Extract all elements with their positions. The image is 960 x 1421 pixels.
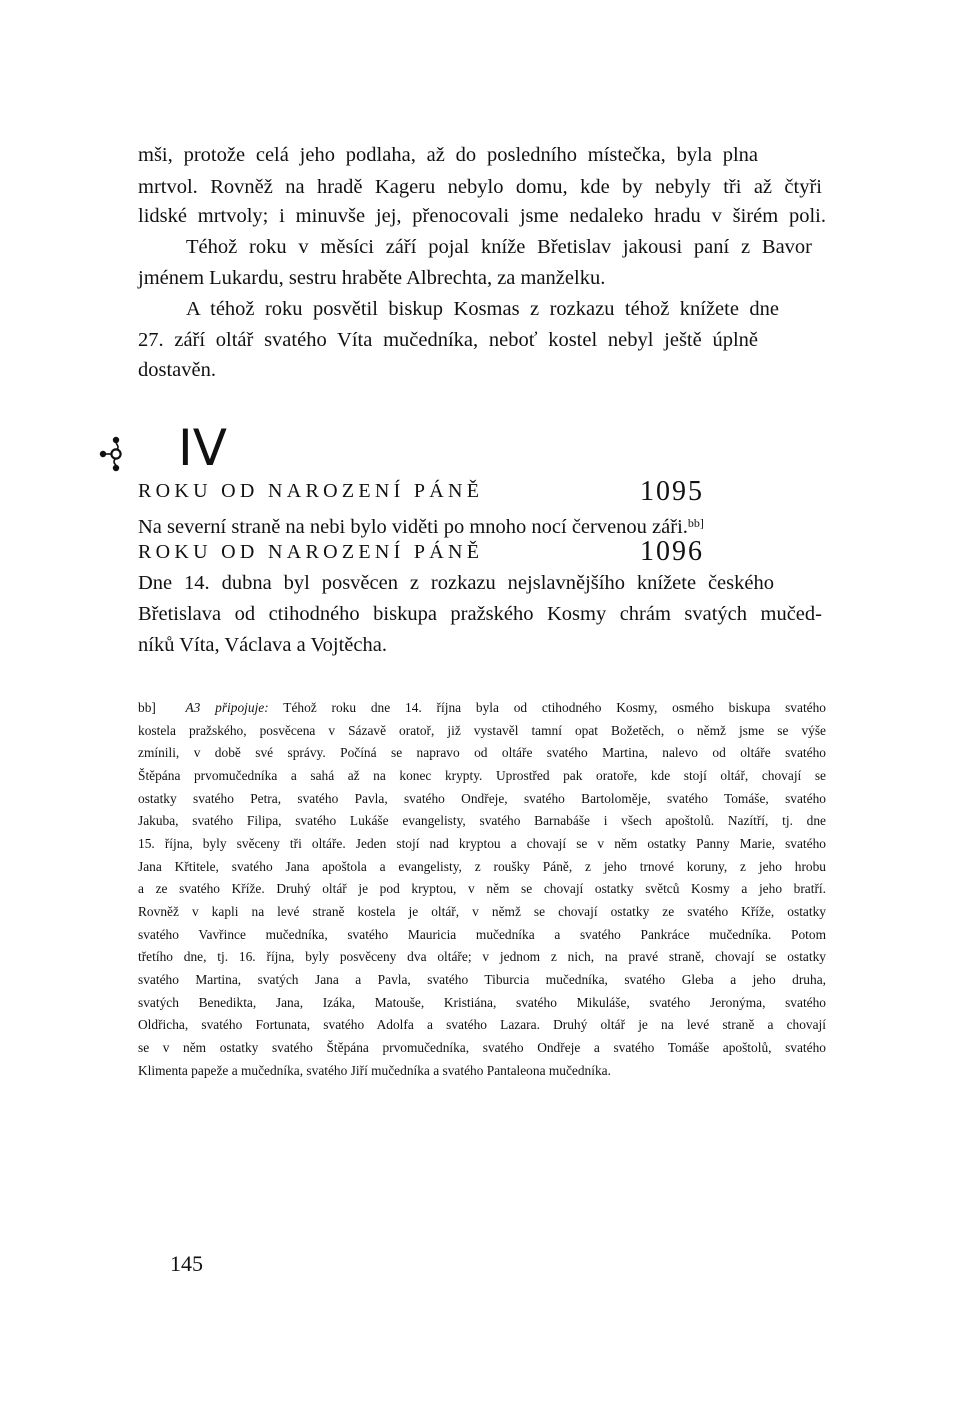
main-text-line: jménem Lukardu, sestru hraběte Albrechta, za manželku. — [138, 267, 606, 289]
main-text-line: A téhož roku posvětil biskup Kosmas z rozkazu téhož knížete dne — [186, 298, 779, 320]
footnote-line: zmínili, v době své správy. Počíná se napravo od oltáře svatého Martina, nalevo od oltáře svatého — [138, 745, 826, 760]
annal-entry-line: Dne 14. dubna byl posvěcen z rozkazu nejslavnějšího knížete českého — [138, 572, 774, 594]
main-text-line: mrtvol. Rovněž na hradě Kageru nebylo domu, kde by nebyly tři až čtyři — [138, 176, 822, 198]
year-number: 1096 — [640, 536, 704, 567]
fleuron-ornament-icon — [98, 434, 126, 474]
footnote-line: Štěpána prvomučedníka a sahá až na konec krypty. Uprostřed pak oratoře, kde stojí oltář, chovají se — [138, 768, 826, 783]
main-text-line: mši, protože celá jeho podlaha, až do posledního místečka, byla plna — [138, 144, 758, 166]
footnote-label: bb] — [138, 700, 156, 715]
footnote-line: svatého Martina, svatých Jana a Pavla, svatého Tiburcia mučedníka, svatého Gleba a jeho druha, — [138, 972, 826, 987]
footnote-line: ostatky svatého Petra, svatého Pavla, svatého Ondřeje, svatého Bartoloměje, svatého Tomáše, svatého — [138, 791, 826, 806]
footnote-line: kostela pražského, posvěcena v Sázavě oratoř, již vystavěl tamní opat Božetěch, o němž jsme se výše — [138, 723, 826, 738]
main-text-line: dostavěn. — [138, 359, 216, 381]
footnote-text: Téhož roku dne 14. října byla od ctihodného Kosmy, osmého biskupa svatého — [283, 700, 827, 715]
year-heading: ROKU OD NAROZENÍ PÁNĚ — [138, 541, 484, 563]
footnote-line — [138, 697, 826, 720]
footnote-line: Rovněž v kapli na levé straně kostela je oltář, v němž se chovají ostatky ze svatého Kříže, ostatky — [138, 904, 826, 919]
footnote-line: svatého Vavřince mučedníka, svatého Mauricia mučedníka a svatého Pankráce mučedníka. Potom — [138, 927, 826, 942]
footnote-line: se v něm ostatky svatého Štěpána prvomučedníka, svatého Ondřeje a svatého Tomáše apoštolů, svatého — [138, 1040, 826, 1055]
main-text-line: Téhož roku v měsíci září pojal kníže Břetislav jakousi paní z Bavor — [186, 236, 812, 258]
annal-entry-line — [138, 509, 704, 541]
footnote-line: Jakuba, svatého Filipa, svatého Lukáše evangelisty, svatého Barnabáše i všech apoštolů. Nazítří, tj. dne — [138, 813, 826, 828]
footnote-line: Jana Křtitele, svatého Jana apoštola a evangelisty, z roušky Páně, z jeho trnové koruny, z jeho hrobu — [138, 859, 826, 874]
page-number: 145 — [170, 1251, 203, 1276]
footnote-line: Oldřicha, svatého Fortunata, svatého Adolfa a svatého Lazara. Druhý oltář je na levé straně a chovají — [138, 1017, 826, 1032]
main-text-line: 27. září oltář svatého Víta mučedníka, neboť kostel nebyl ještě úplně — [138, 329, 758, 351]
footnote-line: Klimenta papeže a mučedníka, svatého Jiří mučedníka a svatého Pantaleona mučedníka. — [138, 1063, 611, 1078]
year-number: 1095 — [640, 476, 704, 507]
footnote-reference[interactable]: bb] — [687, 516, 704, 530]
footnote-source: A3 připojuje: — [185, 700, 269, 715]
footnote-line: 15. října, byly svěceny tři oltáře. Jeden stojí nad kryptou a chovají se v něm ostatky Panny Marie, svatého — [138, 836, 826, 851]
annal-entry-text: Na severní straně na nebi bylo viděti po mnoho nocí červenou záři. — [138, 516, 688, 538]
annal-entry-line: níků Víta, Václava a Vojtěcha. — [138, 634, 387, 656]
main-text-line: lidské mrtvoly; i minuvše jej, přenocovali jsme nedaleko hradu v širém poli. — [138, 205, 826, 227]
annal-entry-line: Břetislava od ctihodného biskupa pražského Kosmy chrám svatých mučed- — [138, 603, 822, 625]
footnote-line: a ze svatého Kříže. Druhý oltář je pod kryptou, v něm se chovají ostatky světců Kosmy a jeho bratří. — [138, 881, 826, 896]
footnote-line: svatých Benedikta, Jana, Izáka, Matouše, Kristiána, svatého Mikuláše, svatého Jeronýma, svatého — [138, 995, 826, 1010]
year-heading: ROKU OD NAROZENÍ PÁNĚ — [138, 480, 484, 502]
chapter-number: IV — [178, 419, 227, 477]
footnote-line: třetího dne, tj. 16. října, byly posvěceny dva oltáře; v jednom z nich, na pravé straně, chovají se ostatky — [138, 949, 826, 964]
